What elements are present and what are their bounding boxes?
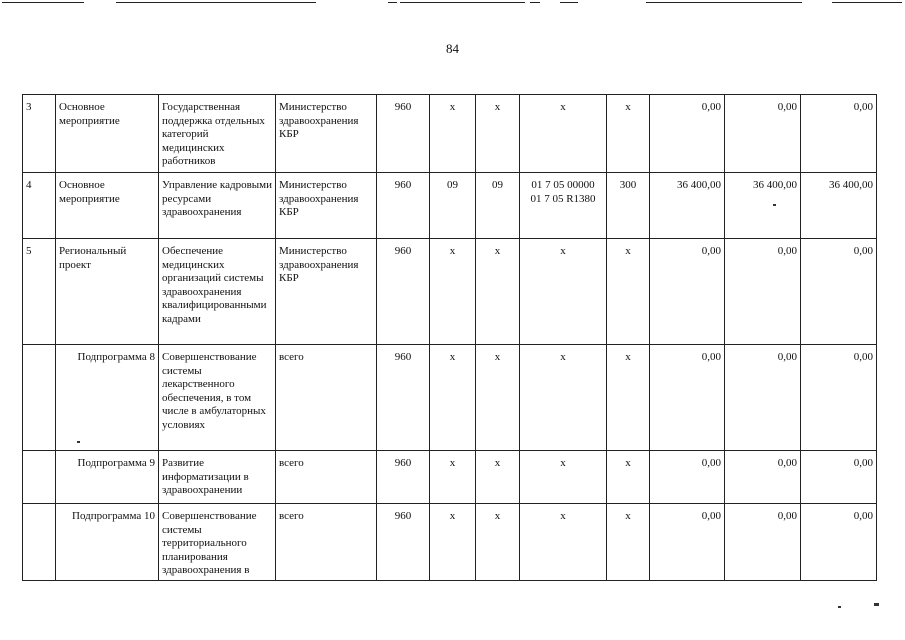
expense-type-cell: x [607, 504, 650, 581]
target-article-cell [520, 95, 607, 173]
subsection-code-cell: x [476, 451, 520, 504]
item-name-cell: Развитие информатизации в здравоохранении [159, 451, 276, 504]
amount-year3-cell: 0,00 [801, 504, 877, 581]
scan-speck [874, 603, 879, 606]
expense-type-cell: x [607, 451, 650, 504]
table-row [23, 95, 877, 173]
executor-cell: всего [276, 504, 377, 581]
grbs-code-cell: 960 [377, 239, 430, 345]
amount-year3-cell: 0,00 [801, 451, 877, 504]
amount-year1-cell: 0,00 [650, 504, 725, 581]
amount-year3-cell: 36 400,00 [801, 173, 877, 239]
expense-type-cell: x [607, 345, 650, 451]
section-code-cell: x [430, 95, 476, 173]
amount-year1-cell: 36 400,00 [650, 173, 725, 239]
section-code-cell: x [430, 239, 476, 345]
executor-cell: Министерство здравоохранения КБР [276, 239, 377, 345]
target-article-code: x [560, 101, 566, 113]
subsection-code-cell: x [476, 504, 520, 581]
grbs-code-cell: 960 [377, 451, 430, 504]
section-code-cell: x [430, 451, 476, 504]
amount-year1-cell: 0,00 [650, 95, 725, 173]
expense-type-cell: x [607, 95, 650, 173]
item-type-cell: Подпрограмма 9 [56, 451, 159, 504]
amount-year3-cell: 0,00 [801, 345, 877, 451]
amount-year2-cell: 36 400,00 [725, 173, 801, 239]
target-article-cell [520, 451, 607, 504]
amount-year3-cell: 0,00 [801, 239, 877, 345]
subsection-code-cell: x [476, 95, 520, 173]
target-article-cell [520, 239, 607, 345]
table-row [23, 504, 877, 581]
target-article-cell [520, 345, 607, 451]
table-row [23, 239, 877, 345]
scan-speck [838, 606, 841, 608]
item-name-cell: Совершенствование системы территориального планирования здравоохранения в [159, 504, 276, 581]
item-name-cell: Обеспечение медицинских организаций системы здравоохранения квалифицированными кадрами [159, 239, 276, 345]
row-number-cell: 3 [23, 95, 56, 173]
page-number: 84 [446, 41, 459, 56]
amount-year1-cell: 0,00 [650, 345, 725, 451]
executor-cell: Министерство здравоохранения КБР [276, 95, 377, 173]
expense-type-cell: 300 [607, 173, 650, 239]
amount-year2-cell: 0,00 [725, 451, 801, 504]
item-name-cell: Совершенствование системы лекарственного обеспечения, в том числе в амбулаторных условиях [159, 345, 276, 451]
target-article-code: 01 7 05 00000 [531, 179, 595, 191]
table-row [23, 345, 877, 451]
table-row [23, 451, 877, 504]
grbs-code-cell: 960 [377, 95, 430, 173]
amount-year1-cell: 0,00 [650, 451, 725, 504]
target-article-code: x [560, 510, 566, 522]
scan-speck [773, 204, 776, 206]
target-article-code: x [560, 351, 566, 363]
target-article-cell [520, 504, 607, 581]
amount-year2-cell: 0,00 [725, 95, 801, 173]
amount-year2-cell: 0,00 [725, 239, 801, 345]
grbs-code-cell: 960 [377, 173, 430, 239]
amount-year2-cell: 0,00 [725, 504, 801, 581]
item-type-cell: Подпрограмма 8 [56, 345, 159, 451]
budget-table [22, 94, 877, 581]
row-number-cell [23, 504, 56, 581]
target-article-cell [520, 173, 607, 239]
executor-cell: всего [276, 345, 377, 451]
item-type-cell: Подпрограмма 10 [56, 504, 159, 581]
amount-year1-cell: 0,00 [650, 239, 725, 345]
item-type-cell: Основное мероприятие [56, 173, 159, 239]
row-number-cell [23, 451, 56, 504]
section-code-cell: 09 [430, 173, 476, 239]
amount-year3-cell: 0,00 [801, 95, 877, 173]
row-number-cell [23, 345, 56, 451]
item-type-cell: Основное мероприятие [56, 95, 159, 173]
row-number-cell: 5 [23, 239, 56, 345]
executor-cell: Министерство здравоохранения КБР [276, 173, 377, 239]
item-name-cell: Управление кадровыми ресурсами здравоохранения [159, 173, 276, 239]
grbs-code-cell: 960 [377, 345, 430, 451]
executor-cell: всего [276, 451, 377, 504]
section-code-cell: x [430, 345, 476, 451]
target-article-code-2: 01 7 05 R1380 [530, 192, 596, 205]
section-code-cell: x [430, 504, 476, 581]
subsection-code-cell: x [476, 239, 520, 345]
item-type-cell: Региональный проект [56, 239, 159, 345]
amount-year2-cell: 0,00 [725, 345, 801, 451]
subsection-code-cell: 09 [476, 173, 520, 239]
target-article-code: x [560, 245, 566, 257]
item-name-cell: Государственная поддержка отдельных категорий медицинских работников [159, 95, 276, 173]
subsection-code-cell: x [476, 345, 520, 451]
target-article-code: x [560, 457, 566, 469]
grbs-code-cell: 960 [377, 504, 430, 581]
scan-speck [77, 441, 80, 443]
row-number-cell: 4 [23, 173, 56, 239]
expense-type-cell: x [607, 239, 650, 345]
table-row [23, 173, 877, 239]
